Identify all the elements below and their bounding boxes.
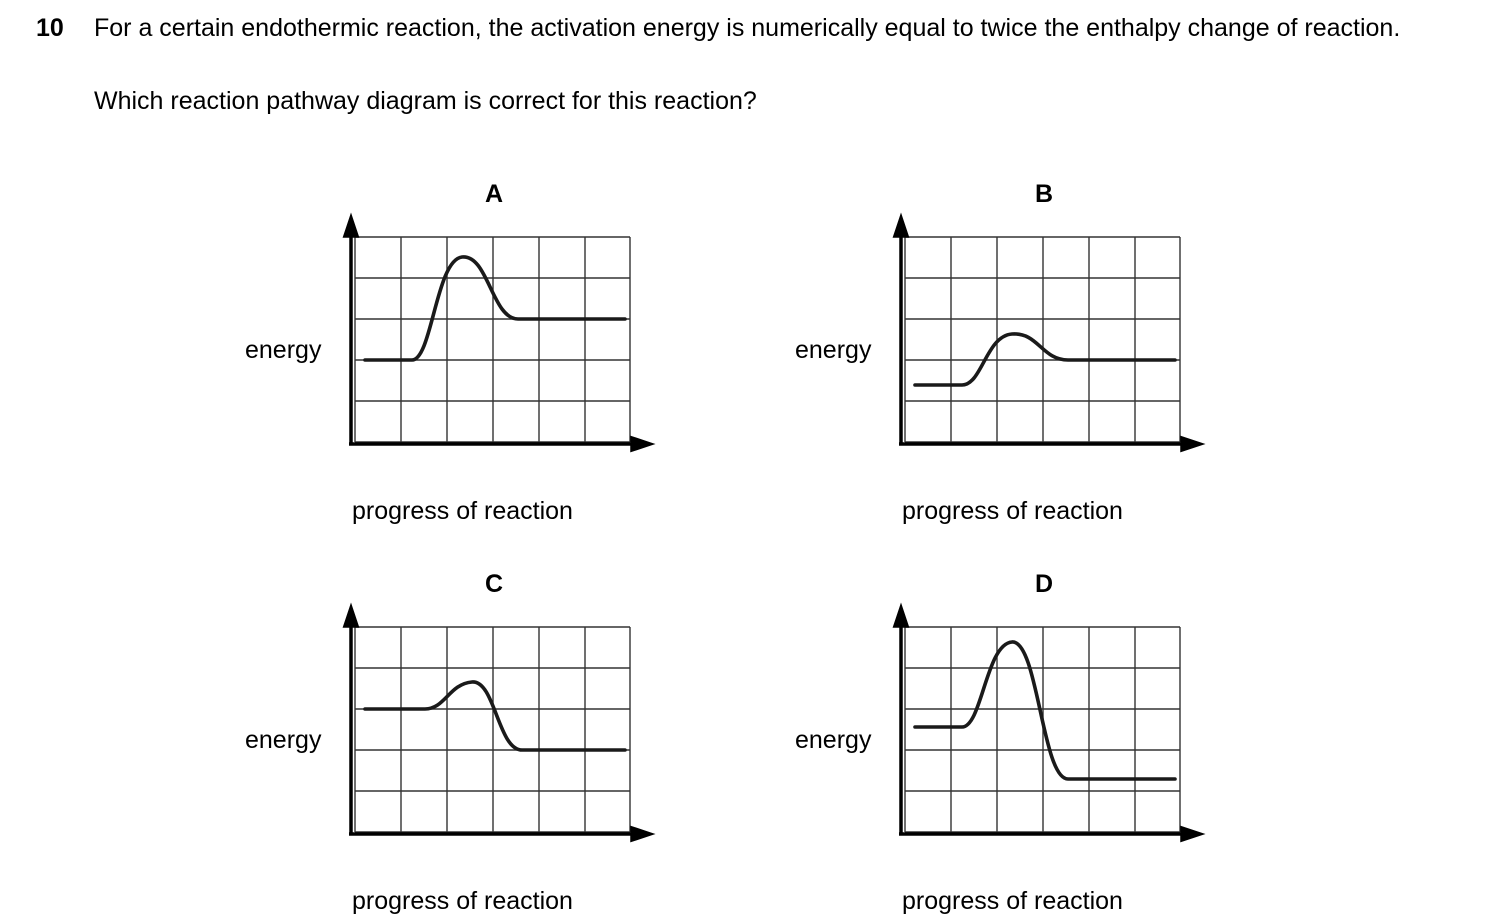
option-c-y-axis-label: energy — [245, 726, 322, 754]
question-stem: For a certain endothermic reaction, the activation energy is numerically equal to twice the enthalpy change of reaction. — [94, 14, 1401, 42]
option-c-label: C — [485, 570, 504, 598]
option-a-plot — [240, 212, 660, 525]
option-a-label: A — [485, 180, 504, 208]
option-b-y-axis-label: energy — [795, 336, 872, 364]
option-b-label: B — [1035, 180, 1054, 208]
option-b-x-axis-label: progress of reaction — [902, 497, 1123, 525]
option-d-y-axis-label: energy — [795, 726, 872, 754]
question-sub: Which reaction pathway diagram is correct for this reaction? — [94, 87, 757, 115]
question-block — [36, 12, 1426, 118]
option-b-plot — [790, 212, 1210, 525]
option-c-plot — [240, 602, 660, 915]
question-number: 10 — [36, 14, 64, 42]
question-stem-row — [36, 12, 1426, 45]
option-d-x-axis-label: progress of reaction — [902, 887, 1123, 915]
option-d-plot — [790, 602, 1210, 915]
option-a-x-axis-label: progress of reaction — [352, 497, 573, 525]
option-d-label: D — [1035, 570, 1054, 598]
diagram-grid — [0, 180, 1500, 915]
option-c-x-axis-label: progress of reaction — [352, 887, 573, 915]
option-a-y-axis-label: energy — [245, 336, 322, 364]
